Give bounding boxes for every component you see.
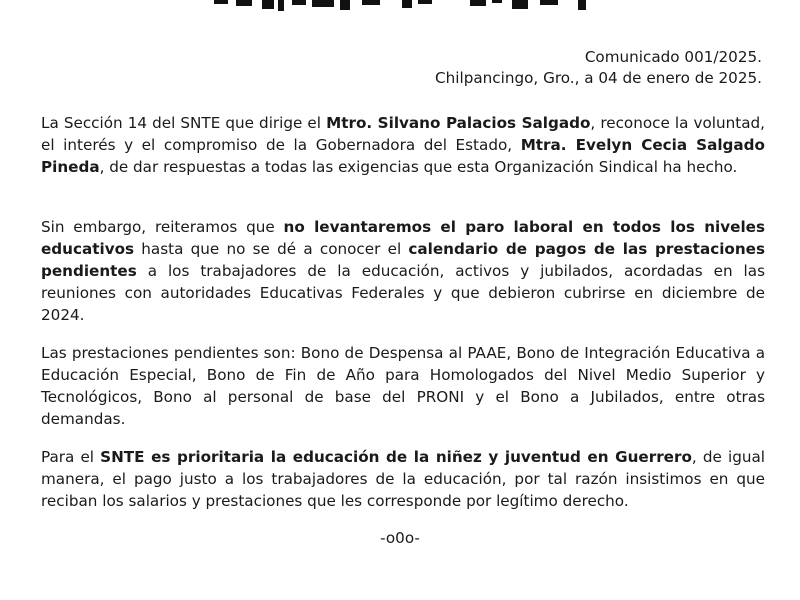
paragraph-text: Sin embargo, reiteramos que (41, 218, 284, 236)
paragraph-text: Para el (41, 448, 101, 466)
bold-priority-statement: SNTE es prioritaria la educación de la niñez y juventud en Guerrero (100, 448, 692, 466)
paragraph-text: Las prestaciones pendientes son: Bono de Despensa al PAAE, Bono de Integración Educativa a Educación Especial, Bono de Fin de Año para Homologados del Nivel Medio Superior y Tecnológicos, Bono al personal de base del PRONI y el Bono a Jubilados, entre otras demandas. (41, 344, 765, 428)
cropped-heading-strokes (0, 0, 800, 14)
paragraph-priority (41, 446, 765, 512)
paragraph-text: a los trabajadores de la educación, activos y jubilados, acordadas en las reuniones con autoridades Educativas Federales y que debieron cubrirse en diciembre de 2024. (41, 262, 765, 324)
paragraph-text: hasta que no se dé a conocer el (134, 240, 409, 258)
paragraph-recognition (41, 112, 765, 178)
closing-mark: -o0o- (380, 529, 420, 547)
paragraph-text: , reconoce la voluntad, el interés y el compromiso de la Gobernadora del Estado, (41, 114, 765, 154)
paragraph-text: , de dar respuestas a todas las exigencias que esta Organización Sindical ha hecho. (99, 158, 738, 176)
paragraph-pending-benefits (41, 342, 765, 430)
bold-payment-calendar: calendario de pagos de las prestaciones pendientes (41, 240, 765, 280)
cropped-heading (0, 0, 800, 14)
place-and-date: Chilpancingo, Gro., a 04 de enero de 2025. (435, 69, 762, 87)
paragraph-text: , de igual manera, el pago justo a los trabajadores de la educación, por tal razón insistimos en que reciban los salarios y prestaciones que les corresponde por legítimo derecho. (41, 448, 765, 510)
bold-strike-statement: no levantaremos el paro laboral en todos los niveles educativos (41, 218, 765, 258)
paragraph-text: La Sección 14 del SNTE que dirige el (41, 114, 327, 132)
paragraph-strike (41, 216, 765, 326)
bold-name-governor: Mtra. Evelyn Cecia Salgado Pineda (41, 136, 765, 176)
bold-name-leader: Mtro. Silvano Palacios Salgado (326, 114, 591, 132)
communique-number: Comunicado 001/2025. (584, 48, 762, 66)
communique-header (435, 47, 762, 89)
